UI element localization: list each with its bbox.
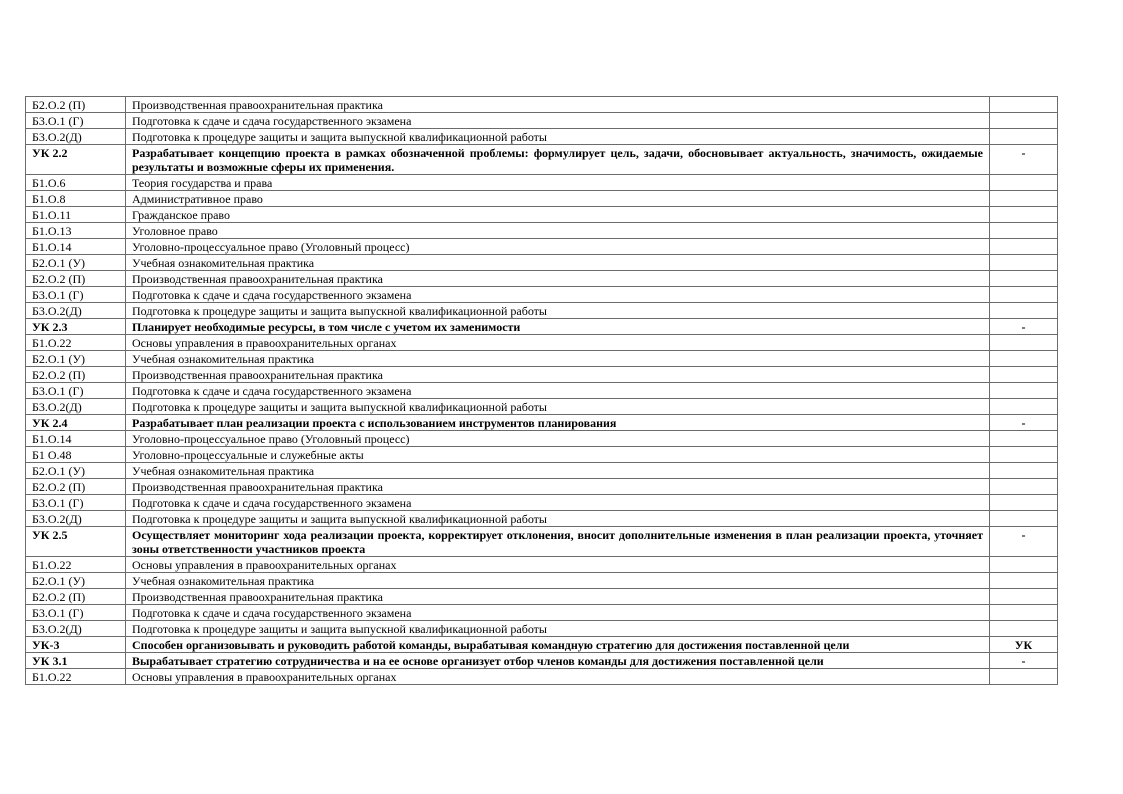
competency-row: [26, 653, 1058, 669]
row-code-cell: Б1.О.14: [26, 239, 126, 255]
discipline-row: [26, 113, 1058, 129]
row-code-cell: Б1.О.22: [26, 669, 126, 685]
row-code-cell: Б3.О.2(Д): [26, 511, 126, 527]
row-mark-cell: [990, 287, 1058, 303]
row-mark-cell: [990, 207, 1058, 223]
row-code-cell: Б2.О.1 (У): [26, 463, 126, 479]
row-code-cell: Б3.О.2(Д): [26, 129, 126, 145]
row-mark-cell: [990, 557, 1058, 573]
row-code-cell: Б3.О.1 (Г): [26, 383, 126, 399]
row-code-cell: УК 2.3: [26, 319, 126, 335]
discipline-row: [26, 367, 1058, 383]
row-title-cell: Подготовка к сдаче и сдача государственного экзамена: [126, 383, 990, 399]
discipline-row: [26, 511, 1058, 527]
row-code-cell: Б1.О.11: [26, 207, 126, 223]
row-mark-cell: [990, 191, 1058, 207]
row-mark-cell: [990, 573, 1058, 589]
row-title-cell: Разрабатывает концепцию проекта в рамках обозначенной проблемы: формулирует цель, задачи, обосновывает актуальность, значимость, ожидаемые результаты и возможные сферы их применения.: [126, 145, 990, 175]
row-code-cell: Б3.О.1 (Г): [26, 495, 126, 511]
row-title-cell: Производственная правоохранительная практика: [126, 479, 990, 495]
discipline-row: [26, 383, 1058, 399]
row-mark-cell: [990, 399, 1058, 415]
row-mark-cell: [990, 351, 1058, 367]
row-mark-cell: [990, 669, 1058, 685]
discipline-row: [26, 97, 1058, 113]
row-code-cell: Б2.О.1 (У): [26, 255, 126, 271]
row-mark-cell: [990, 495, 1058, 511]
row-code-cell: Б3.О.2(Д): [26, 621, 126, 637]
row-mark-cell: [990, 605, 1058, 621]
discipline-row: [26, 463, 1058, 479]
row-title-cell: Подготовка к процедуре защиты и защита выпускной квалификационной работы: [126, 129, 990, 145]
competency-row: [26, 637, 1058, 653]
row-mark-cell: -: [990, 653, 1058, 669]
row-mark-cell: -: [990, 527, 1058, 557]
row-title-cell: Основы управления в правоохранительных органах: [126, 669, 990, 685]
discipline-row: [26, 223, 1058, 239]
row-title-cell: Подготовка к сдаче и сдача государственного экзамена: [126, 113, 990, 129]
row-title-cell: Подготовка к процедуре защиты и защита выпускной квалификационной работы: [126, 303, 990, 319]
discipline-row: [26, 175, 1058, 191]
row-title-cell: Подготовка к процедуре защиты и защита выпускной квалификационной работы: [126, 621, 990, 637]
row-title-cell: Теория государства и права: [126, 175, 990, 191]
discipline-row: [26, 271, 1058, 287]
row-code-cell: Б3.О.2(Д): [26, 303, 126, 319]
competency-table-body: [26, 97, 1058, 685]
row-code-cell: Б2.О.2 (П): [26, 97, 126, 113]
discipline-row: [26, 431, 1058, 447]
row-mark-cell: [990, 335, 1058, 351]
row-title-cell: Уголовное право: [126, 223, 990, 239]
row-code-cell: Б1.О.14: [26, 431, 126, 447]
row-title-cell: Производственная правоохранительная практика: [126, 589, 990, 605]
row-mark-cell: -: [990, 145, 1058, 175]
competency-row: [26, 319, 1058, 335]
discipline-row: [26, 573, 1058, 589]
row-title-cell: Подготовка к процедуре защиты и защита выпускной квалификационной работы: [126, 399, 990, 415]
discipline-row: [26, 447, 1058, 463]
row-title-cell: Производственная правоохранительная практика: [126, 271, 990, 287]
row-code-cell: Б1.О.8: [26, 191, 126, 207]
discipline-row: [26, 557, 1058, 573]
row-code-cell: Б3.О.2(Д): [26, 399, 126, 415]
row-title-cell: Учебная ознакомительная практика: [126, 573, 990, 589]
row-title-cell: Подготовка к процедуре защиты и защита выпускной квалификационной работы: [126, 511, 990, 527]
row-title-cell: Разрабатывает план реализации проекта с использованием инструментов планирования: [126, 415, 990, 431]
row-title-cell: Производственная правоохранительная практика: [126, 97, 990, 113]
discipline-row: [26, 399, 1058, 415]
discipline-row: [26, 207, 1058, 223]
row-title-cell: Вырабатывает стратегию сотрудничества и на ее основе организует отбор членов команды для достижения поставленной цели: [126, 653, 990, 669]
row-title-cell: Уголовно-процессуальные и служебные акты: [126, 447, 990, 463]
row-title-cell: Планирует необходимые ресурсы, в том числе с учетом их заменимости: [126, 319, 990, 335]
discipline-row: [26, 589, 1058, 605]
row-code-cell: Б3.О.1 (Г): [26, 287, 126, 303]
row-code-cell: Б3.О.1 (Г): [26, 605, 126, 621]
row-code-cell: УК 2.2: [26, 145, 126, 175]
row-code-cell: Б2.О.1 (У): [26, 351, 126, 367]
row-title-cell: Учебная ознакомительная практика: [126, 255, 990, 271]
discipline-row: [26, 351, 1058, 367]
row-mark-cell: [990, 367, 1058, 383]
row-title-cell: Подготовка к сдаче и сдача государственного экзамена: [126, 495, 990, 511]
discipline-row: [26, 621, 1058, 637]
discipline-row: [26, 335, 1058, 351]
row-mark-cell: [990, 113, 1058, 129]
row-title-cell: Осуществляет мониторинг хода реализации проекта, корректирует отклонения, вносит дополнительные изменения в план реализации проекта, уточняет зоны ответственности участников проекта: [126, 527, 990, 557]
row-title-cell: Уголовно-процессуальное право (Уголовный процесс): [126, 431, 990, 447]
row-mark-cell: [990, 255, 1058, 271]
row-title-cell: Основы управления в правоохранительных органах: [126, 335, 990, 351]
row-mark-cell: УК: [990, 637, 1058, 653]
discipline-row: [26, 605, 1058, 621]
row-mark-cell: [990, 271, 1058, 287]
discipline-row: [26, 255, 1058, 271]
row-mark-cell: -: [990, 319, 1058, 335]
discipline-row: [26, 239, 1058, 255]
row-code-cell: Б1 О.48: [26, 447, 126, 463]
row-mark-cell: -: [990, 415, 1058, 431]
row-title-cell: Гражданское право: [126, 207, 990, 223]
row-mark-cell: [990, 303, 1058, 319]
row-code-cell: Б2.О.2 (П): [26, 367, 126, 383]
row-mark-cell: [990, 447, 1058, 463]
row-title-cell: Подготовка к сдаче и сдача государственного экзамена: [126, 605, 990, 621]
discipline-row: [26, 303, 1058, 319]
row-mark-cell: [990, 431, 1058, 447]
row-code-cell: Б1.О.22: [26, 335, 126, 351]
row-mark-cell: [990, 463, 1058, 479]
row-title-cell: Учебная ознакомительная практика: [126, 463, 990, 479]
competency-row: [26, 415, 1058, 431]
row-mark-cell: [990, 621, 1058, 637]
row-title-cell: Уголовно-процессуальное право (Уголовный процесс): [126, 239, 990, 255]
row-mark-cell: [990, 589, 1058, 605]
competency-table: [25, 96, 1058, 685]
row-code-cell: УК 2.4: [26, 415, 126, 431]
row-code-cell: Б3.О.1 (Г): [26, 113, 126, 129]
discipline-row: [26, 191, 1058, 207]
discipline-row: [26, 495, 1058, 511]
row-code-cell: Б2.О.1 (У): [26, 573, 126, 589]
row-code-cell: УК 2.5: [26, 527, 126, 557]
row-code-cell: Б2.О.2 (П): [26, 271, 126, 287]
row-mark-cell: [990, 479, 1058, 495]
row-mark-cell: [990, 97, 1058, 113]
row-code-cell: Б2.О.2 (П): [26, 479, 126, 495]
discipline-row: [26, 479, 1058, 495]
row-title-cell: Административное право: [126, 191, 990, 207]
row-title-cell: Производственная правоохранительная практика: [126, 367, 990, 383]
row-mark-cell: [990, 239, 1058, 255]
row-mark-cell: [990, 511, 1058, 527]
row-mark-cell: [990, 383, 1058, 399]
discipline-row: [26, 287, 1058, 303]
row-mark-cell: [990, 175, 1058, 191]
row-code-cell: УК 3.1: [26, 653, 126, 669]
row-mark-cell: [990, 129, 1058, 145]
row-code-cell: Б1.О.22: [26, 557, 126, 573]
row-title-cell: Способен организовывать и руководить работой команды, вырабатывая командную стратегию для достижения поставленной цели: [126, 637, 990, 653]
row-code-cell: УК-3: [26, 637, 126, 653]
discipline-row: [26, 129, 1058, 145]
discipline-row: [26, 669, 1058, 685]
row-title-cell: Подготовка к сдаче и сдача государственного экзамена: [126, 287, 990, 303]
row-code-cell: Б2.О.2 (П): [26, 589, 126, 605]
row-mark-cell: [990, 223, 1058, 239]
row-code-cell: Б1.О.13: [26, 223, 126, 239]
competency-row: [26, 145, 1058, 175]
competency-row: [26, 527, 1058, 557]
row-title-cell: Основы управления в правоохранительных органах: [126, 557, 990, 573]
row-code-cell: Б1.О.6: [26, 175, 126, 191]
row-title-cell: Учебная ознакомительная практика: [126, 351, 990, 367]
